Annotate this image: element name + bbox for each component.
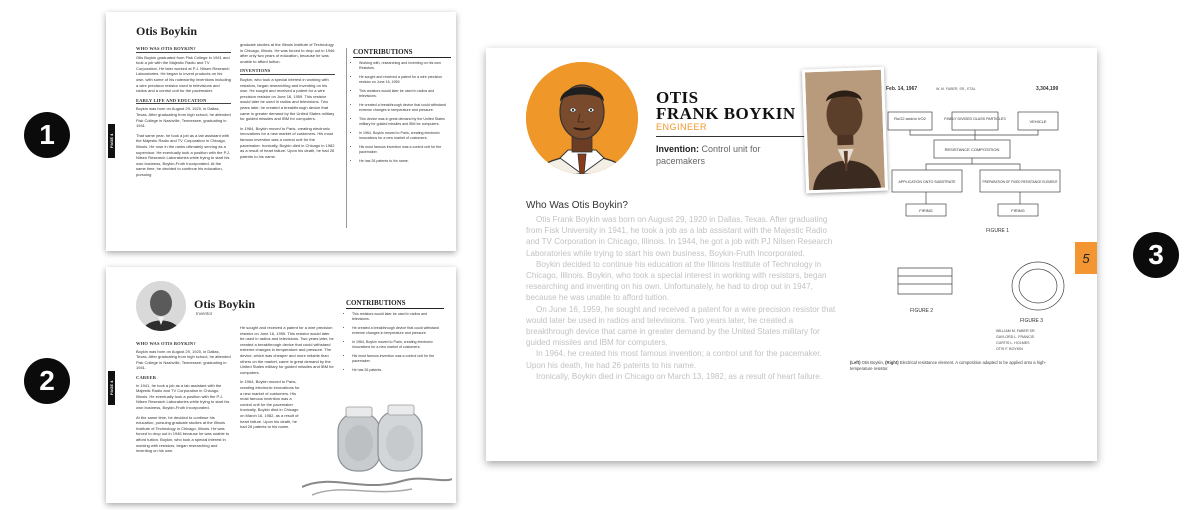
list-item: • He has 26 patents to his name. [359, 159, 451, 164]
text-column-2 [240, 42, 335, 163]
role-label: ENGINEER [656, 122, 708, 132]
list-item: • He has 26 patents. [352, 368, 444, 373]
portrait-photo [136, 281, 186, 331]
list-item: • He created a breakthrough device that could withstand extreme changes in temperature and pressure. [359, 103, 451, 113]
list-item: • In 1964, Boykin moved to Paris, creating electronic innovations for a new market of customers. [359, 131, 451, 141]
list-item: • He sought and received a patent for a wire precision resistor on June 16, 1959. [359, 75, 451, 85]
svg-text:FINELY DIVIDED GLASS PARTICLES: FINELY DIVIDED GLASS PARTICLES [944, 117, 1006, 121]
section-text: graduate studies at the Illinois Institute of Technology in Chicago, Illinois. He was forced to drop out in 1946 after only two years of education, because he was unable to afford tuition. [240, 42, 335, 64]
patent-date: Feb. 14, 1967 [886, 86, 918, 92]
portrait-photo [802, 67, 888, 194]
page-subtitle: Inventor [196, 311, 213, 316]
page-title: Otis Boykin [194, 297, 256, 311]
section-text: That same year, he took a job as a lab assistant with the Majestic Radio and TV Corporation in Chicago, Illinois. He rose in the ranks ultimately serving as a supervisor. He eventually took a position with the P.J. Nilsen Research Laboratories while trying to start his own business, Boykin-Fruth Incorporated. At the same time, he decided to continue his education, pursuing [136, 132, 230, 177]
section-text: Boykin was born on August 29, 1920, in Dallas, Texas. After graduating from high school, he attended Fisk College in Nashville, Tennessee, graduating in 1941. [136, 106, 231, 129]
svg-text:GAYLORD L. FRANCIS: GAYLORD L. FRANCIS [996, 335, 1035, 339]
illustrated-portrait [526, 62, 638, 174]
invention-text: Control unit for pacemakers [656, 144, 761, 166]
page-tab: PAGE 4 [108, 124, 115, 158]
paragraph: Boykin decided to continue his education at the Illinois Institute of Technology in Chicago, Illinois. Boykin, who took a special interest in working with resistors, began researching and inventing on his own. Unfortunately, he had to drop out in 1947, because he was unable to afford tuition. [526, 259, 827, 303]
section-text: He sought and received a patent for a wire precision resistor on June 16, 1959. This resistor would later be used in radios and televisions. Two years later, he created a breakthrough device that could withstand extreme changes in temperature and pressure. The device, which was cheaper and more reliable than others on the market, came in great demand by the United States military for guided missiles and IBM for computers. [240, 325, 334, 375]
contributions-title: CONTRIBUTIONS [353, 48, 451, 58]
worksheet-page-1 [106, 12, 456, 251]
svg-text:RuO2 and/or IrO2: RuO2 and/or IrO2 [894, 116, 926, 121]
contributions-panel [346, 48, 451, 228]
section-text: Otis Boykin graduated from Fisk College in 1941 and took a job with the Majestic Radio and TV Corporation. He later worked at P.J. Nilsen Research Laboratories. He began to invent products on his own, with some of his noteworthy inventions including a wire precision resistor used in televisions and radios and a control unit for the pacemaker. [136, 54, 231, 94]
name-line-1: OTIS [656, 88, 699, 107]
svg-text:OTIS F. BOYKIN: OTIS F. BOYKIN [996, 347, 1023, 351]
list-item: • This resistors would later be used in radios and televisions. [352, 312, 444, 322]
worksheet-page-2 [106, 267, 456, 503]
section-text: In 1941, he took a job as a lab assistant with the Majestic Radio and TV Corporation in Chicago, Illinois. He eventually took a position with the P.J. Nilsen Research Laboratories while trying to start his own business, Boykin-Fruth Incorporated. [136, 382, 230, 410]
pacemaker-image [302, 403, 452, 499]
paragraph: Ironically, Boykin died in Chicago on March 13, 1982, as a result of heart failure. [536, 371, 822, 381]
svg-text:FIGURE 3: FIGURE 3 [1020, 318, 1044, 324]
list-item: • This device was in great demand by the United States military for guided missiles and IBM for computers. [359, 117, 451, 127]
section-heading: EARLY LIFE AND EDUCATION [136, 98, 231, 105]
invention-label: Invention: [656, 144, 699, 154]
section-heading: WHO WAS OTIS BOYKIN? [136, 46, 231, 53]
paragraph: Otis Frank Boykin was born on August 29, 1920 in Dallas, Texas. After graduating from Fisk University in 1941, he took a job as a lab assistant with the Majestic Radio and TV Corporation in Chicago, Illinois. In 1944, he got a job with PJ Nilsen Research Laboratories while trying to start his own business, Boykin-Fruth Incorporated. [526, 215, 833, 258]
contributions-list [353, 61, 451, 164]
svg-text:APPLICATION ONTO SUBSTRATE: APPLICATION ONTO SUBSTRATE [898, 180, 956, 184]
page-title: Otis Boykin [136, 24, 198, 38]
svg-text:RESISTANCE COMPOSITION: RESISTANCE COMPOSITION [944, 147, 1000, 152]
name-line-2: FRANK BOYKIN [656, 104, 796, 123]
patent-number: 3,304,199 [1036, 86, 1059, 92]
section-text: At the same time, he decided to continue his education, pursuing graduate studies at the Illinois Institute of Technology in Chicago, Illinois. He was forced to drop out in 1946 because he was unable to afford tuition. Boykin, who took a special interest in working with resistors, began researching and inventing on his own. [136, 414, 230, 454]
svg-text:FIRING: FIRING [1011, 208, 1025, 213]
list-item: • Working with, researching and inventing on his own Resistors. [359, 61, 451, 71]
page-number-tab: 5 [1075, 242, 1097, 274]
svg-text:FIGURE 2: FIGURE 2 [910, 308, 934, 314]
page-tab: PAGE 4 [108, 371, 115, 405]
invention-line [656, 143, 806, 167]
contributions-panel [346, 299, 444, 377]
svg-text:FIGURE 1: FIGURE 1 [986, 228, 1010, 234]
step-badge-1: 1 [24, 112, 70, 158]
contributions-title: CONTRIBUTIONS [346, 299, 444, 309]
contributions-list [346, 312, 444, 373]
list-item: • This resistors would later be used in radios and televisions. [359, 89, 451, 99]
paragraph: On June 16, 1959, he sought and received a patent for a wire precision resistor that would later be used in radios and televisions. Two years later, he created a breakthrough device that came in greater demand by the United States military for guided missiles and IBM for computers. [526, 304, 836, 348]
section-heading: WHO WAS OTIS BOYKIN? [136, 341, 196, 346]
paragraph: In 1964, he created his most famous invention; a control unit for the pacemaker. Upon his death, he had 26 patents to his name. [526, 349, 822, 370]
svg-text:CURTIS L. HOLMES: CURTIS L. HOLMES [996, 341, 1030, 345]
title-divider [656, 136, 806, 137]
text-column-1 [136, 42, 231, 181]
biography-text [526, 214, 838, 382]
section-text: In 1964, Boykin moved to Paris, creating electronic innovations for a new market of customers. His most famous invention was a control unit for the pacemaker. Ironically, Boykin died in Chicago on March 16, 1982, as a result of heart failure. Upon his death, he had 26 patents to his name. [240, 379, 300, 430]
list-item: • In 1964, Boykin moved to Paris, creating electronic innovations for a new market of customers. [352, 340, 444, 350]
svg-text:VEHICLE: VEHICLE [1029, 119, 1047, 124]
list-item: • He created a breakthrough device that could withstand extreme changes in temperature and pressure. [352, 326, 444, 336]
section-heading: INVENTIONS [240, 68, 335, 75]
section-heading: CAREER [136, 374, 157, 380]
list-item: • His most famous invention was a control unit for the pacemaker. [352, 354, 444, 364]
svg-text:FIRING: FIRING [919, 208, 933, 213]
section-text: Boykin was born on August 29, 1920, in Dallas, Texas. After graduating from high school, he attended Fisk College in Nashville, Tennessee, graduating in 1941. [136, 348, 231, 371]
section-text: Boykin, who took a special interest in working with resistors, began researching and inventing on his own. He sought and received a patent for a wire precision resistor on June 16, 1959. This resistor would later be used in radios and televisions. Two years later, he created a breakthrough device that came in greater demand by the United States military for guided missiles and IBM for computers. [240, 76, 335, 122]
svg-text:PREPARATION OF FIXED RESISTANC: PREPARATION OF FIXED RESISTANCE ELEMENT [982, 180, 1058, 184]
svg-text:WILLIAM M. FABER SR.: WILLIAM M. FABER SR. [996, 329, 1036, 333]
patent-inventors: W. M. FABER, SR., ETAL [936, 87, 976, 91]
image-caption: (Left) Otis Boykin, (Right) Electrical resistance element. A composition adapted to be applied onto a high-temperature resistor. [850, 360, 1047, 371]
step-badge-3: 3 [1133, 232, 1179, 278]
step-badge-2: 2 [24, 358, 70, 404]
section-text: In 1964, Boykin moved to Paris, creating electronic innovations for a new market of customers. His most famous invention was a control unit for the pacemaker. Ironically, Boykin died in Chicago in 1982 as a result of heart failure. Upon his death, he had 26 patents to his name. [240, 125, 335, 159]
list-item: • His most famous invention was a control unit for the pacemaker. [359, 145, 451, 155]
who-heading: Who Was Otis Boykin? [526, 200, 628, 211]
patent-drawing [886, 82, 1078, 352]
text-column-1 [136, 337, 231, 458]
worksheet-page-3 [486, 48, 1097, 461]
